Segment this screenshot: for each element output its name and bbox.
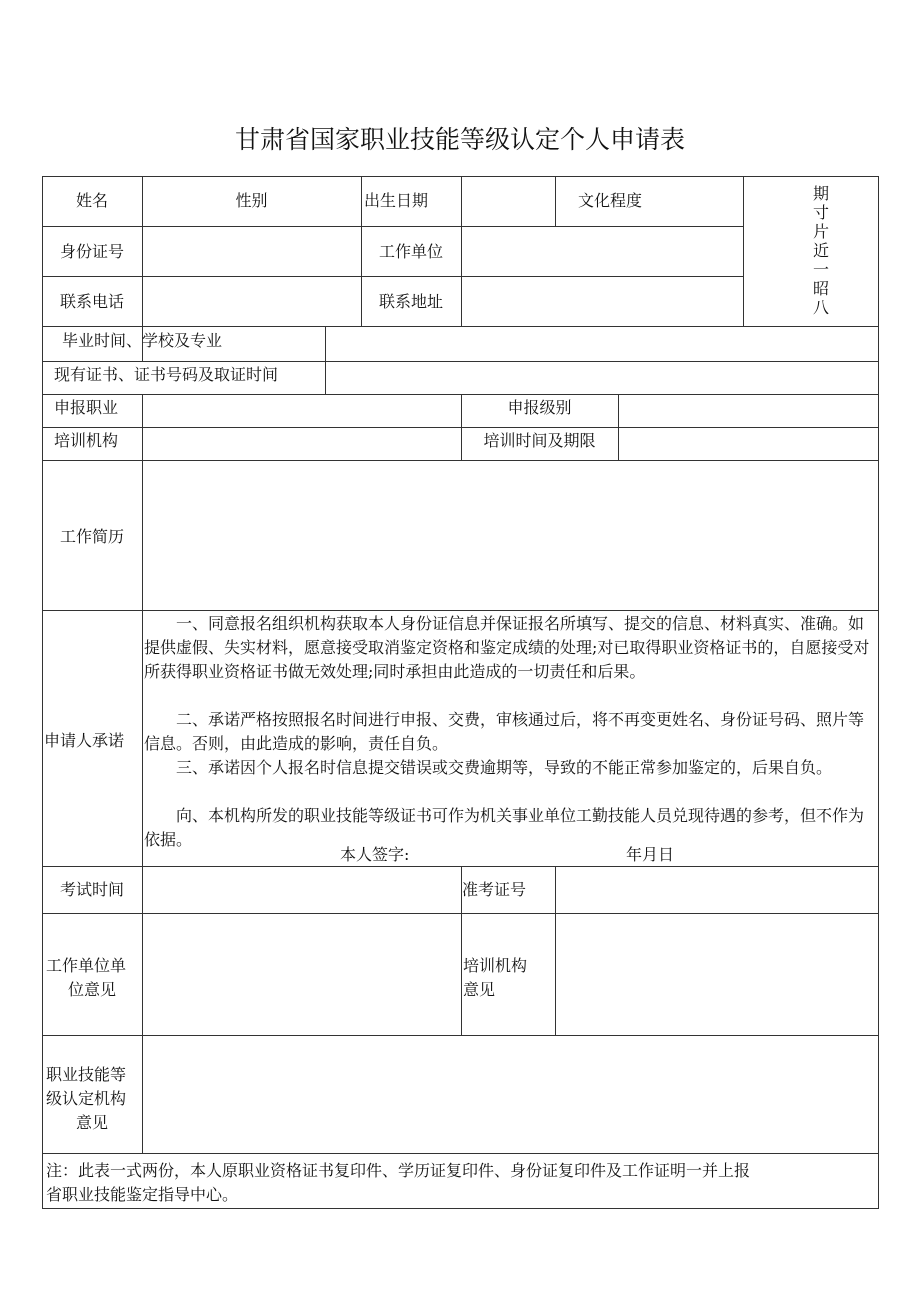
birth-date-label: 出生日期	[364, 191, 429, 210]
note-line-1: 注：此表一式两份，本人原职业资格证书复印件、学历证复印件、身份证复印件及工作证明一并上报	[46, 1161, 751, 1180]
certification-label-3: 意见	[75, 1113, 108, 1132]
photo-char: 寸	[812, 203, 829, 222]
graduation-label: 毕业时间、学校及专业	[62, 331, 223, 350]
exam-ticket-label: 准考证号	[462, 880, 527, 899]
address-label: 联系地址	[378, 292, 443, 311]
row-divider	[42, 460, 879, 461]
photo-char: 片	[812, 222, 829, 241]
training-opinion-label-2: 意见	[463, 980, 496, 999]
photo-char: 期	[812, 184, 829, 203]
col-divider	[618, 394, 619, 460]
level-label: 申报级别	[507, 398, 572, 417]
pledge-paragraph-4: 向、本机构所发的职业技能等级证书可作为机关事业单位工勤技能人员兑现待遇的参考，但不作为依据。	[144, 806, 865, 849]
row-divider	[42, 1035, 879, 1036]
training-period-label: 培训时间及期限	[483, 431, 596, 450]
col-divider	[743, 176, 744, 326]
row-divider	[42, 226, 743, 227]
signature-label: 本人签字:	[340, 845, 410, 864]
col-divider	[461, 176, 462, 326]
note-line-2: 省职业技能鉴定指导中心。	[46, 1185, 239, 1204]
row-divider	[42, 361, 879, 362]
photo-char: 一	[812, 260, 829, 279]
certification-label-1: 职业技能等	[46, 1065, 127, 1084]
pledge-paragraph-2: 二、承诺严格按照报名时间进行申报、交费，审核通过后，将不再变更姓名、身份证号码、照片等信息。否则，由此造成的影响，责任自负。	[144, 710, 865, 753]
form-title: 甘肃省国家职业技能等级认定个人申请表	[234, 125, 685, 154]
employer-opinion-label-1: 工作单位单	[46, 956, 127, 975]
gender-label: 性别	[235, 191, 268, 210]
col-divider	[142, 394, 143, 1153]
phone-label: 联系电话	[59, 292, 124, 311]
row-divider	[42, 276, 743, 277]
training-institution-label: 培训机构	[53, 431, 118, 450]
employer-label: 工作单位	[378, 242, 443, 261]
date-label: 年月日	[626, 845, 675, 864]
certificate-label: 现有证书、证书号码及取证时间	[54, 365, 279, 384]
education-label: 文化程度	[577, 191, 642, 210]
pledge-label: 申请人承诺	[44, 731, 125, 750]
row-divider	[42, 1153, 879, 1154]
row-divider	[42, 326, 879, 327]
row-divider	[42, 610, 879, 611]
id-number-label: 身份证号	[59, 242, 124, 261]
training-opinion-label-1: 培训机构	[463, 956, 528, 975]
photo-area-label	[810, 184, 832, 317]
photo-char: 近	[812, 241, 829, 260]
photo-char: 八	[812, 298, 829, 317]
col-divider	[555, 866, 556, 1035]
col-divider	[325, 326, 326, 394]
occupation-label: 申报职业	[53, 398, 118, 417]
work-resume-label: 工作简历	[59, 527, 124, 546]
pledge-paragraph-1: 一、同意报名组织机构获取本人身份证信息并保证报名所填写、提交的信息、材料真实、准确。如提供虚假、失实材料，愿意接受取消鉴定资格和鉴定成绩的处理;对已取得职业资格证书的，自愿接受对所获得职业资格证书做无效处理;同时承担由此造成的一切责任和后果。	[144, 614, 870, 681]
exam-time-label: 考试时间	[59, 880, 124, 899]
pledge-paragraph-3: 三、承诺因个人报名时信息提交错误或交费逾期等，导致的不能正常参加鉴定的，后果自负。	[176, 758, 833, 777]
photo-char: 昭	[812, 279, 829, 298]
certification-label-2: 级认定机构	[46, 1089, 127, 1108]
employer-opinion-label-2: 位意见	[67, 980, 116, 999]
name-label: 姓名	[75, 191, 108, 210]
